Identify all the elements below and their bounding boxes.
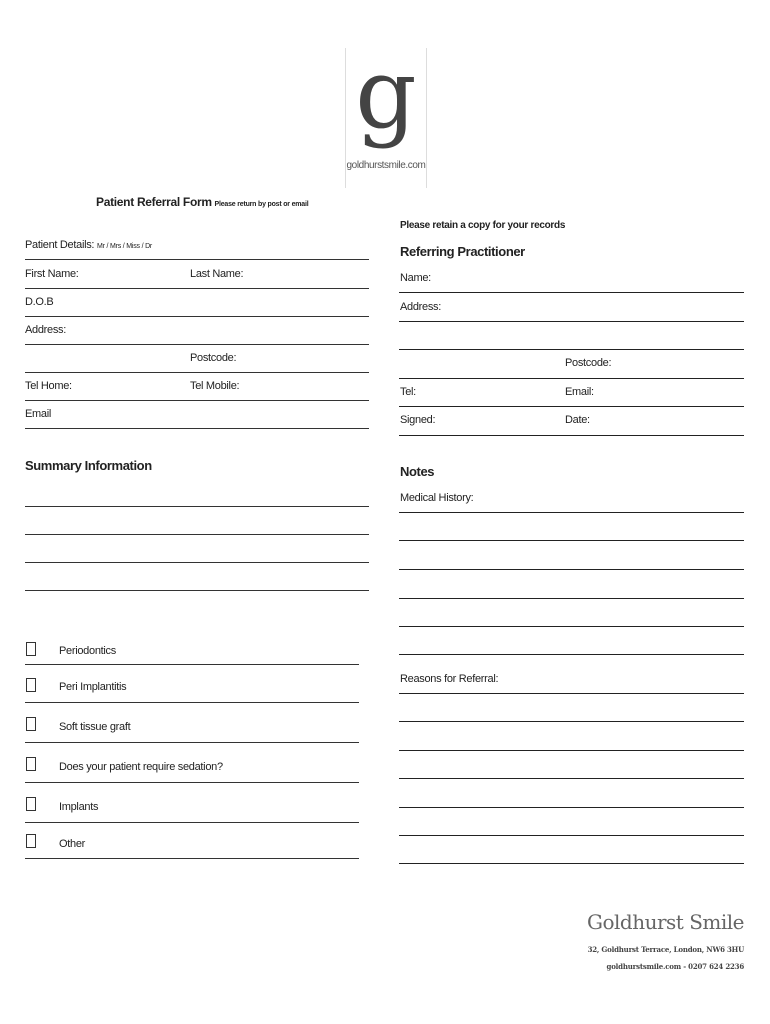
practitioner-address-line-2[interactable]: [399, 349, 744, 350]
medical-history-label: Medical History:: [400, 492, 474, 504]
summary-line-1[interactable]: [25, 506, 369, 507]
medical-history-line-4[interactable]: [399, 598, 744, 599]
dob-line[interactable]: [25, 316, 369, 317]
practitioner-postcode-label: Postcode:: [565, 357, 612, 369]
summary-heading: Summary Information: [25, 458, 152, 473]
checkbox-periodontics[interactable]: [26, 642, 36, 656]
signed-label: Signed:: [400, 414, 436, 426]
reasons-line-3[interactable]: [399, 750, 744, 751]
checkbox-implants[interactable]: [26, 797, 36, 811]
practitioner-name-label: Name:: [400, 272, 431, 284]
reasons-line-6[interactable]: [399, 835, 744, 836]
summary-line-2[interactable]: [25, 534, 369, 535]
form-title-note: Please return by post or email: [214, 201, 309, 208]
checkbox-soft-tissue-graft[interactable]: [26, 717, 36, 731]
practitioner-tel-line[interactable]: [399, 406, 744, 407]
practitioner-address-label: Address:: [400, 301, 442, 313]
checklist-label-peri-implantitis: Peri Implantitis: [59, 681, 127, 693]
retain-note: Please retain a copy for your records: [400, 220, 566, 231]
footer-address: 32, Goldhurst Terrace, London, NW6 3HU: [587, 945, 744, 954]
dob-label: D.O.B: [25, 296, 54, 308]
checklist-line-5: [25, 822, 359, 823]
tel-line[interactable]: [25, 400, 369, 401]
patient-address-label: Address:: [25, 324, 67, 336]
patient-postcode-label: Postcode:: [190, 352, 237, 364]
tel-home-label: Tel Home:: [25, 380, 72, 392]
notes-heading: Notes: [400, 464, 435, 479]
reasons-label: Reasons for Referral:: [400, 673, 499, 685]
practitioner-heading: Referring Practitioner: [400, 244, 525, 259]
patient-title-options: Mr / Mrs / Miss / Dr: [96, 243, 153, 250]
last-name-label: Last Name:: [190, 268, 244, 280]
medical-history-line-3[interactable]: [399, 569, 744, 570]
patient-email-label: Email: [25, 408, 52, 420]
checklist-label-other: Other: [59, 838, 86, 850]
name-line[interactable]: [25, 288, 369, 289]
footer-brand: Goldhurst Smile: [587, 910, 744, 934]
checklist-line-6: [25, 858, 359, 859]
medical-history-line-1[interactable]: [399, 512, 744, 513]
checklist-line-4: [25, 782, 359, 783]
logo: [345, 38, 427, 188]
footer-contact: goldhurstsmile.com - 0207 624 2236: [606, 962, 744, 971]
logo-url: goldhurstsmile.com: [346, 160, 426, 171]
patient-email-line[interactable]: [25, 428, 369, 429]
practitioner-email-label: Email:: [565, 386, 594, 398]
tel-mobile-label: Tel Mobile:: [190, 380, 240, 392]
patient-details-line[interactable]: [25, 259, 369, 260]
practitioner-name-line[interactable]: [399, 292, 744, 293]
form-title: [96, 195, 308, 209]
patient-postcode-line[interactable]: [25, 372, 369, 373]
date-label: Date:: [565, 414, 590, 426]
logo-letter: g: [355, 38, 417, 150]
reasons-line-5[interactable]: [399, 807, 744, 808]
checkbox-sedation[interactable]: [26, 757, 36, 771]
medical-history-line-6[interactable]: [399, 654, 744, 655]
checklist-line-3: [25, 742, 359, 743]
first-name-label: First Name:: [25, 268, 79, 280]
reasons-line-1[interactable]: [399, 693, 744, 694]
patient-details-text: Patient Details:: [25, 239, 95, 251]
reasons-line-4[interactable]: [399, 778, 744, 779]
reasons-line-2[interactable]: [399, 721, 744, 722]
checklist-line-1: [25, 664, 359, 665]
checklist-label-implants: Implants: [59, 801, 99, 813]
checklist-label-soft-tissue-graft: Soft tissue graft: [59, 721, 131, 733]
checklist-line-2: [25, 702, 359, 703]
signed-line[interactable]: [399, 435, 744, 436]
patient-details-label: [25, 239, 152, 251]
summary-line-4[interactable]: [25, 590, 369, 591]
checklist-label-periodontics: Periodontics: [59, 645, 116, 657]
checklist-label-sedation: Does your patient require sedation?: [59, 761, 223, 773]
medical-history-line-5[interactable]: [399, 626, 744, 627]
practitioner-address-line-1[interactable]: [399, 321, 744, 322]
patient-address-line[interactable]: [25, 344, 369, 345]
checkbox-peri-implantitis[interactable]: [26, 678, 36, 692]
medical-history-line-2[interactable]: [399, 540, 744, 541]
practitioner-postcode-line[interactable]: [399, 378, 744, 379]
summary-line-3[interactable]: [25, 562, 369, 563]
reasons-line-7[interactable]: [399, 863, 744, 864]
form-title-main: Patient Referral Form: [96, 195, 212, 209]
practitioner-tel-label: Tel:: [400, 386, 416, 398]
checkbox-other[interactable]: [26, 834, 36, 848]
